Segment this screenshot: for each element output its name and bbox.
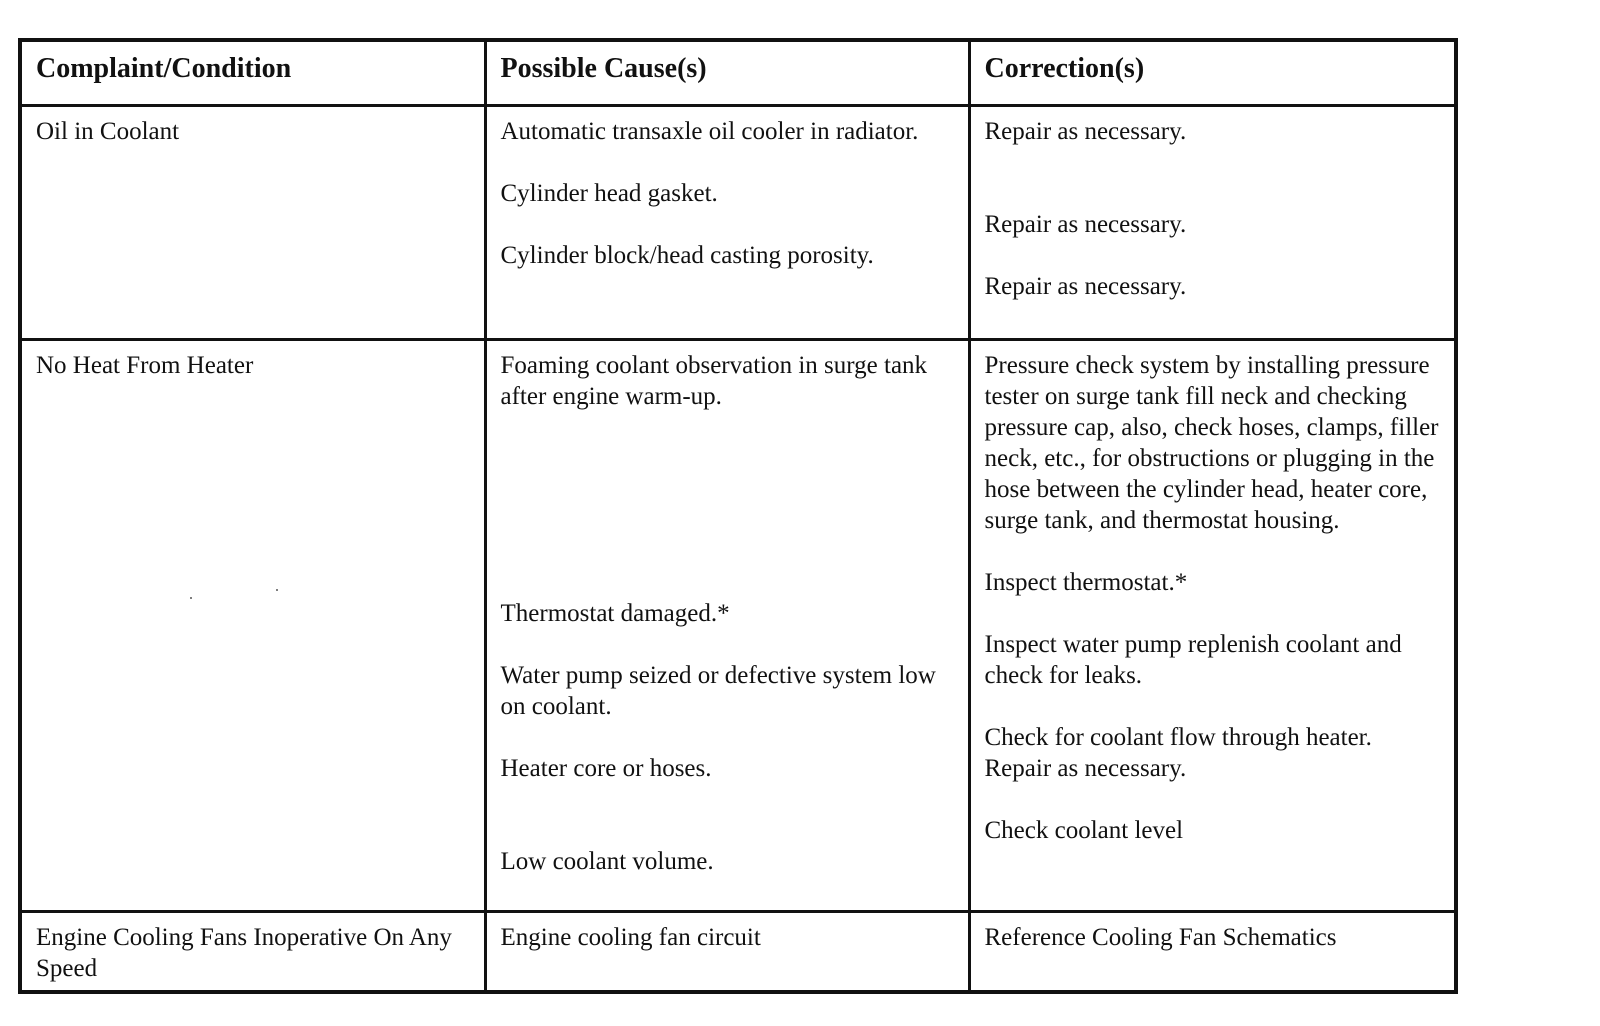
scan-speck — [276, 589, 278, 591]
condition-text: Oil in Coolant — [36, 118, 180, 145]
correction-entry: Pressure check system by installing pressure tester on surge tank fill neck and checking pressure cap, also, check hoses, clamps, filler neck, etc., for obstructions or plugging in the hose between the cylinder head, heater core, surge tank, and thermostat housing. — [984, 352, 1439, 534]
cause-entry: Foaming coolant observation in surge tank after engine warm-up. — [500, 352, 928, 410]
correction-entry: Repair as necessary. — [984, 118, 1187, 145]
cause-cell — [485, 340, 969, 912]
cause-entry: Cylinder head gasket. — [500, 180, 718, 207]
cause-entry: Automatic transaxle oil cooler in radiator. — [500, 118, 919, 145]
cause-cell — [485, 106, 969, 340]
condition-cell — [20, 912, 485, 993]
cause-entry: Water pump seized or defective system low on coolant. — [500, 662, 936, 720]
header-row — [20, 40, 1456, 106]
correction-entry: Inspect thermostat.* — [984, 569, 1188, 596]
cause-cell — [485, 912, 969, 993]
correction-entry: Reference Cooling Fan Schematics — [984, 924, 1337, 951]
correction-entry: Repair as necessary. — [984, 273, 1187, 300]
correction-entry: Repair as necessary. — [984, 211, 1187, 238]
table-row — [20, 912, 1456, 993]
cause-entry: Engine cooling fan circuit — [500, 924, 761, 951]
table-body — [20, 106, 1456, 993]
cause-entry: Cylinder block/head casting porosity. — [500, 242, 874, 269]
condition-text: No Heat From Heater — [36, 352, 254, 379]
table-header — [20, 40, 1456, 106]
table-row — [20, 106, 1456, 340]
correction-entry: Inspect water pump replenish coolant and check for leaks. — [984, 631, 1402, 689]
header-complaint-condition: Complaint/Condition — [20, 40, 485, 106]
condition-cell — [20, 340, 485, 912]
correction-entry: Check coolant level — [984, 817, 1184, 844]
scan-speck — [190, 597, 192, 599]
condition-text: Engine Cooling Fans Inoperative On Any Speed — [36, 924, 452, 982]
cause-entry: Heater core or hoses. — [500, 755, 712, 782]
diagnosis-table — [18, 38, 1458, 994]
table-row — [20, 340, 1456, 912]
cause-entry: Thermostat damaged.* — [500, 600, 730, 627]
correction-entry: Check for coolant flow through heater. Repair as necessary. — [984, 724, 1372, 782]
cause-entry: Low coolant volume. — [500, 848, 714, 875]
header-possible-causes: Possible Cause(s) — [485, 40, 969, 106]
correction-cell — [969, 912, 1456, 993]
correction-cell — [969, 340, 1456, 912]
correction-cell — [969, 106, 1456, 340]
header-corrections: Correction(s) — [969, 40, 1456, 106]
condition-cell — [20, 106, 485, 340]
